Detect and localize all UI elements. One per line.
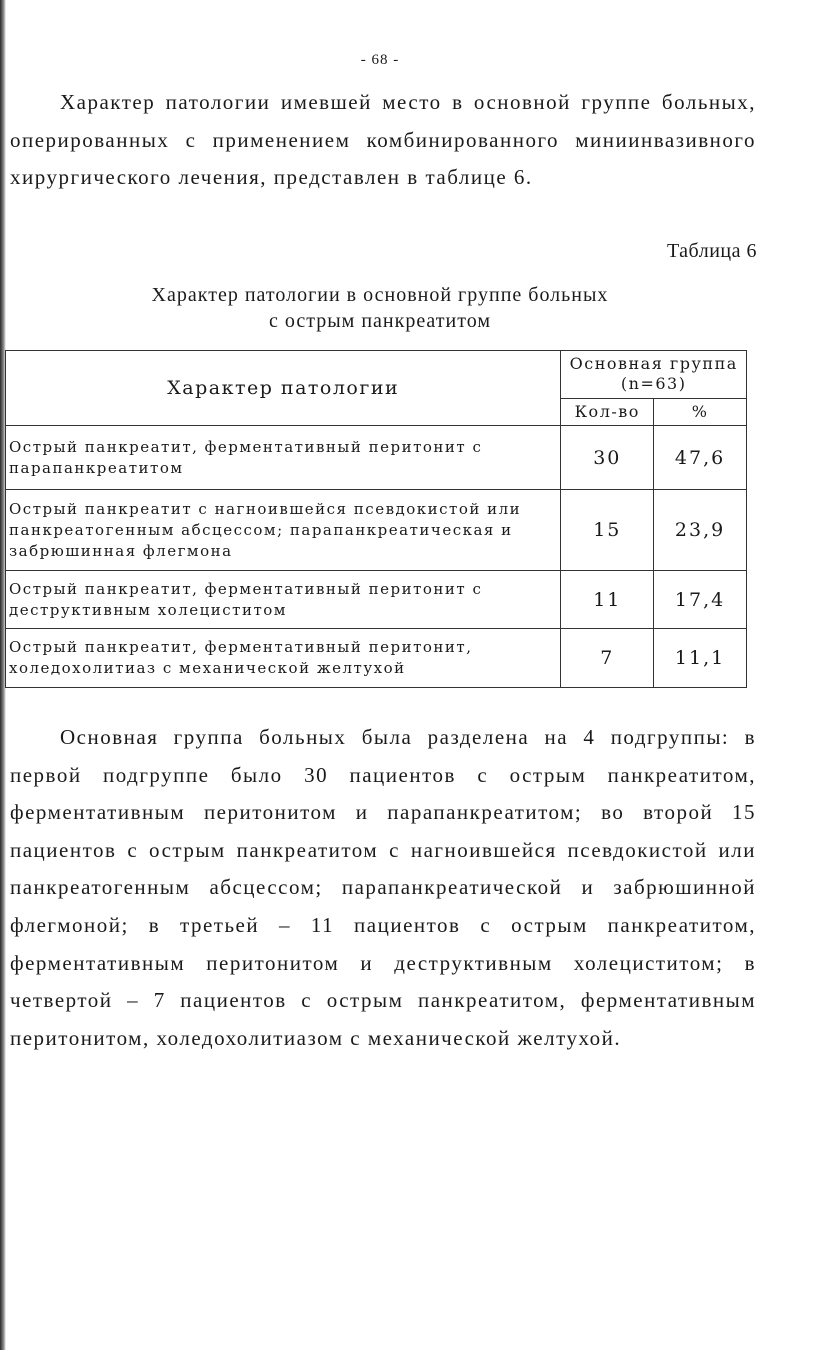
row-percent: 17,4: [654, 571, 747, 629]
row-percent: 11,1: [654, 629, 747, 688]
table-row: [6, 571, 747, 629]
table-caption-line-2: с острым панкреатитом: [268, 310, 491, 332]
summary-paragraph: Основная группа больных была разделена на 4 подгруппы: в первой подгруппе было 30 пациентов с острым панкреатитом, ферментативным перитонитом и парапанкреатитом; во второй 15 пациентов с острым панкреатитом с нагноившейся псевдокистой или панкреатогенным абсцессом; парапанкреатической и забрюшинной флегмоной; в третьей – 11 пациентов с острым панкреатитом, ферментативным перитонитом и деструктивным холециститом; в четвертой – 7 пациентов с острым панкреатитом, ферментативным перитонитом, холедохолитиазом с механической желтухой.: [10, 725, 756, 1050]
row-count: 30: [561, 426, 654, 490]
row-pathology: Острый панкреатит, ферментативный перитонит с парапанкреатитом: [6, 426, 561, 490]
row-count: 11: [561, 571, 654, 629]
header-main-group: Основная группа (n=63): [561, 351, 747, 399]
row-pathology: Острый панкреатит, ферментативный перитонит с деструктивным холециститом: [6, 571, 561, 629]
table-label: Таблица 6: [666, 240, 757, 262]
table-caption-line-1: Характер патологии в основной группе больных: [151, 284, 609, 306]
pathology-table: [5, 350, 747, 688]
page-number: - 68 -: [360, 52, 400, 68]
row-pathology: Острый панкреатит с нагноившейся псевдокистой или панкреатогенным абсцессом; парапанкреатическая и забрюшинная флегмона: [6, 490, 561, 571]
table-row: [6, 490, 747, 571]
row-percent: 47,6: [654, 426, 747, 490]
row-count: 7: [561, 629, 654, 688]
table-caption: [0, 282, 760, 334]
intro-paragraph: Характер патологии имевшей место в основной группе больных, оперированных с применением комбинированного миниинвазивного хирургического лечения, представлен в таблице 6.: [10, 90, 756, 190]
row-percent: 23,9: [654, 490, 747, 571]
table-header-row: [6, 351, 747, 399]
table-row: [6, 426, 747, 490]
row-count: 15: [561, 490, 654, 571]
header-pathology: Характер патологии: [6, 351, 561, 426]
header-count: Кол-во: [561, 398, 654, 425]
row-pathology: Острый панкреатит, ферментативный перитонит, холедохолитиаз с механической желтухой: [6, 629, 561, 688]
table-row: [6, 629, 747, 688]
header-percent: %: [654, 398, 747, 425]
